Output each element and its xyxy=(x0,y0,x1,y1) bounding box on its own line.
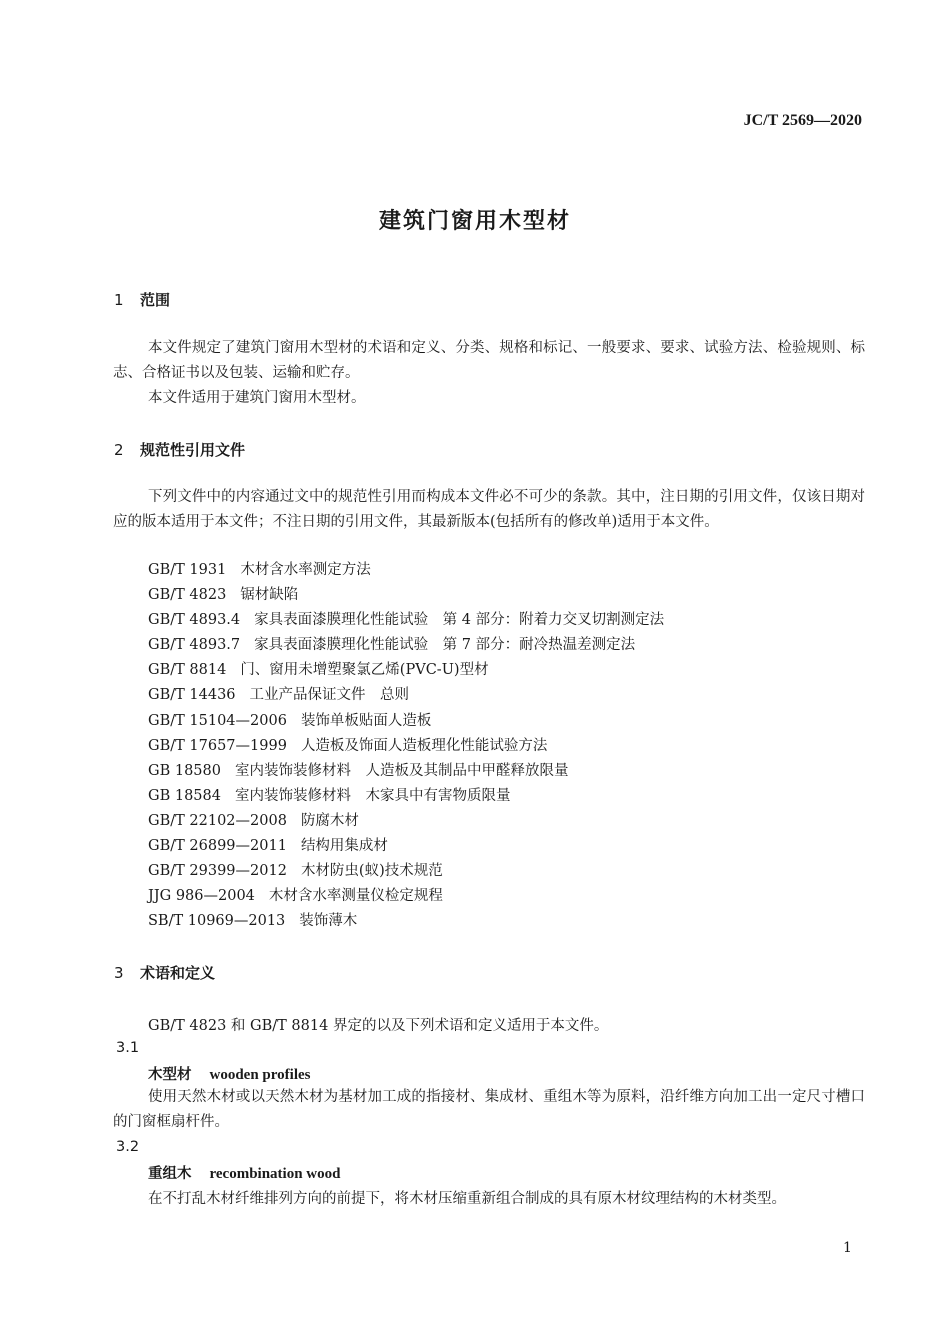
reference-item: GB/T 29399—2012 木材防虫(蚁)技术规范 xyxy=(148,863,443,880)
reference-item: SB/T 10969—2013 装饰薄木 xyxy=(148,913,358,930)
term-definition: 在不打乱木材纤维排列方向的前提下，将木材压缩重新组合制成的具有原木材纹理结构的木材类型。 xyxy=(148,1191,786,1207)
term-definition: 使用天然木材或以天然木材为基材加工成的指接材、集成材、重组木等为原料，沿纤维方向加工出一定尺寸槽口的门窗框扇杆件。 xyxy=(113,1089,865,1130)
section-3-heading xyxy=(114,962,215,983)
section-title: 规范性引用文件 xyxy=(140,441,246,459)
section-1-heading xyxy=(114,289,170,310)
reference-item: GB/T 1931 木材含水率测定方法 xyxy=(148,562,371,578)
reference-item: GB/T 8814 门、窗用未增塑聚氯乙烯(PVC-U)型材 xyxy=(148,662,489,679)
reference-item: GB/T 26899—2011 结构用集成材 xyxy=(148,838,388,855)
reference-item: JJG 986—2004 木材含水率测量仪检定规程 xyxy=(148,888,443,905)
section-1-scope-line: 本文件适用于建筑门窗用木型材。 xyxy=(148,390,366,406)
reference-item: GB 18584 室内装饰装修材料 木家具中有害物质限量 xyxy=(148,787,511,804)
reference-item: GB/T 4823 锯材缺陷 xyxy=(148,587,299,604)
section-number: 2 xyxy=(114,441,124,459)
section-2-intro: 下列文件中的内容通过文中的规范性引用而构成本文件必不可少的条款。其中，注日期的引用文件，仅该日期对应的版本适用于本文件；不注日期的引用文件，其最新版本(包括所有的修改单)适用于本文件。 xyxy=(113,489,865,530)
term-zh: 木型材 xyxy=(148,1066,192,1083)
section-number: 3 xyxy=(114,964,124,982)
term-heading xyxy=(148,1063,310,1084)
reference-item: GB/T 4893.7 家具表面漆膜理化性能试验 第 7 部分：耐冷热温差测定法 xyxy=(148,637,636,654)
reference-item: GB/T 14436 工业产品保证文件 总则 xyxy=(148,687,410,704)
reference-item: GB 18580 室内装饰装修材料 人造板及其制品中甲醛释放限量 xyxy=(148,762,569,779)
reference-item: GB/T 4893.4 家具表面漆膜理化性能试验 第 4 部分：附着力交叉切割测定法 xyxy=(148,612,665,629)
term-zh: 重组木 xyxy=(148,1165,192,1182)
section-number: 1 xyxy=(114,291,124,309)
reference-item: GB/T 15104—2006 装饰单板贴面人造板 xyxy=(148,712,432,729)
standard-number: JC/T 2569—2020 xyxy=(743,112,862,129)
section-title: 术语和定义 xyxy=(140,964,216,982)
term-heading xyxy=(148,1162,340,1183)
section-title: 范围 xyxy=(140,291,171,309)
normative-reference-list xyxy=(148,558,664,934)
section-3-intro: GB/T 4823 和 GB/T 8814 界定的以及下列术语和定义适用于本文件。 xyxy=(148,1018,609,1034)
term-en: wooden profiles xyxy=(209,1067,311,1083)
reference-item: GB/T 17657—1999 人造板及饰面人造板理化性能试验方法 xyxy=(148,737,548,754)
section-1-paragraph: 本文件规定了建筑门窗用木型材的术语和定义、分类、规格和标记、一般要求、要求、试验方法、检验规则、标志、合格证书以及包装、运输和贮存。 xyxy=(113,340,865,381)
clause-number: 3.1 xyxy=(116,1040,140,1056)
term-en: recombination wood xyxy=(209,1166,341,1182)
clause-number: 3.2 xyxy=(116,1139,140,1155)
section-2-heading xyxy=(114,439,245,460)
page-number: 1 xyxy=(843,1240,852,1256)
document-title: 建筑门窗用木型材 xyxy=(378,209,571,234)
reference-item: GB/T 22102—2008 防腐木材 xyxy=(148,812,359,829)
